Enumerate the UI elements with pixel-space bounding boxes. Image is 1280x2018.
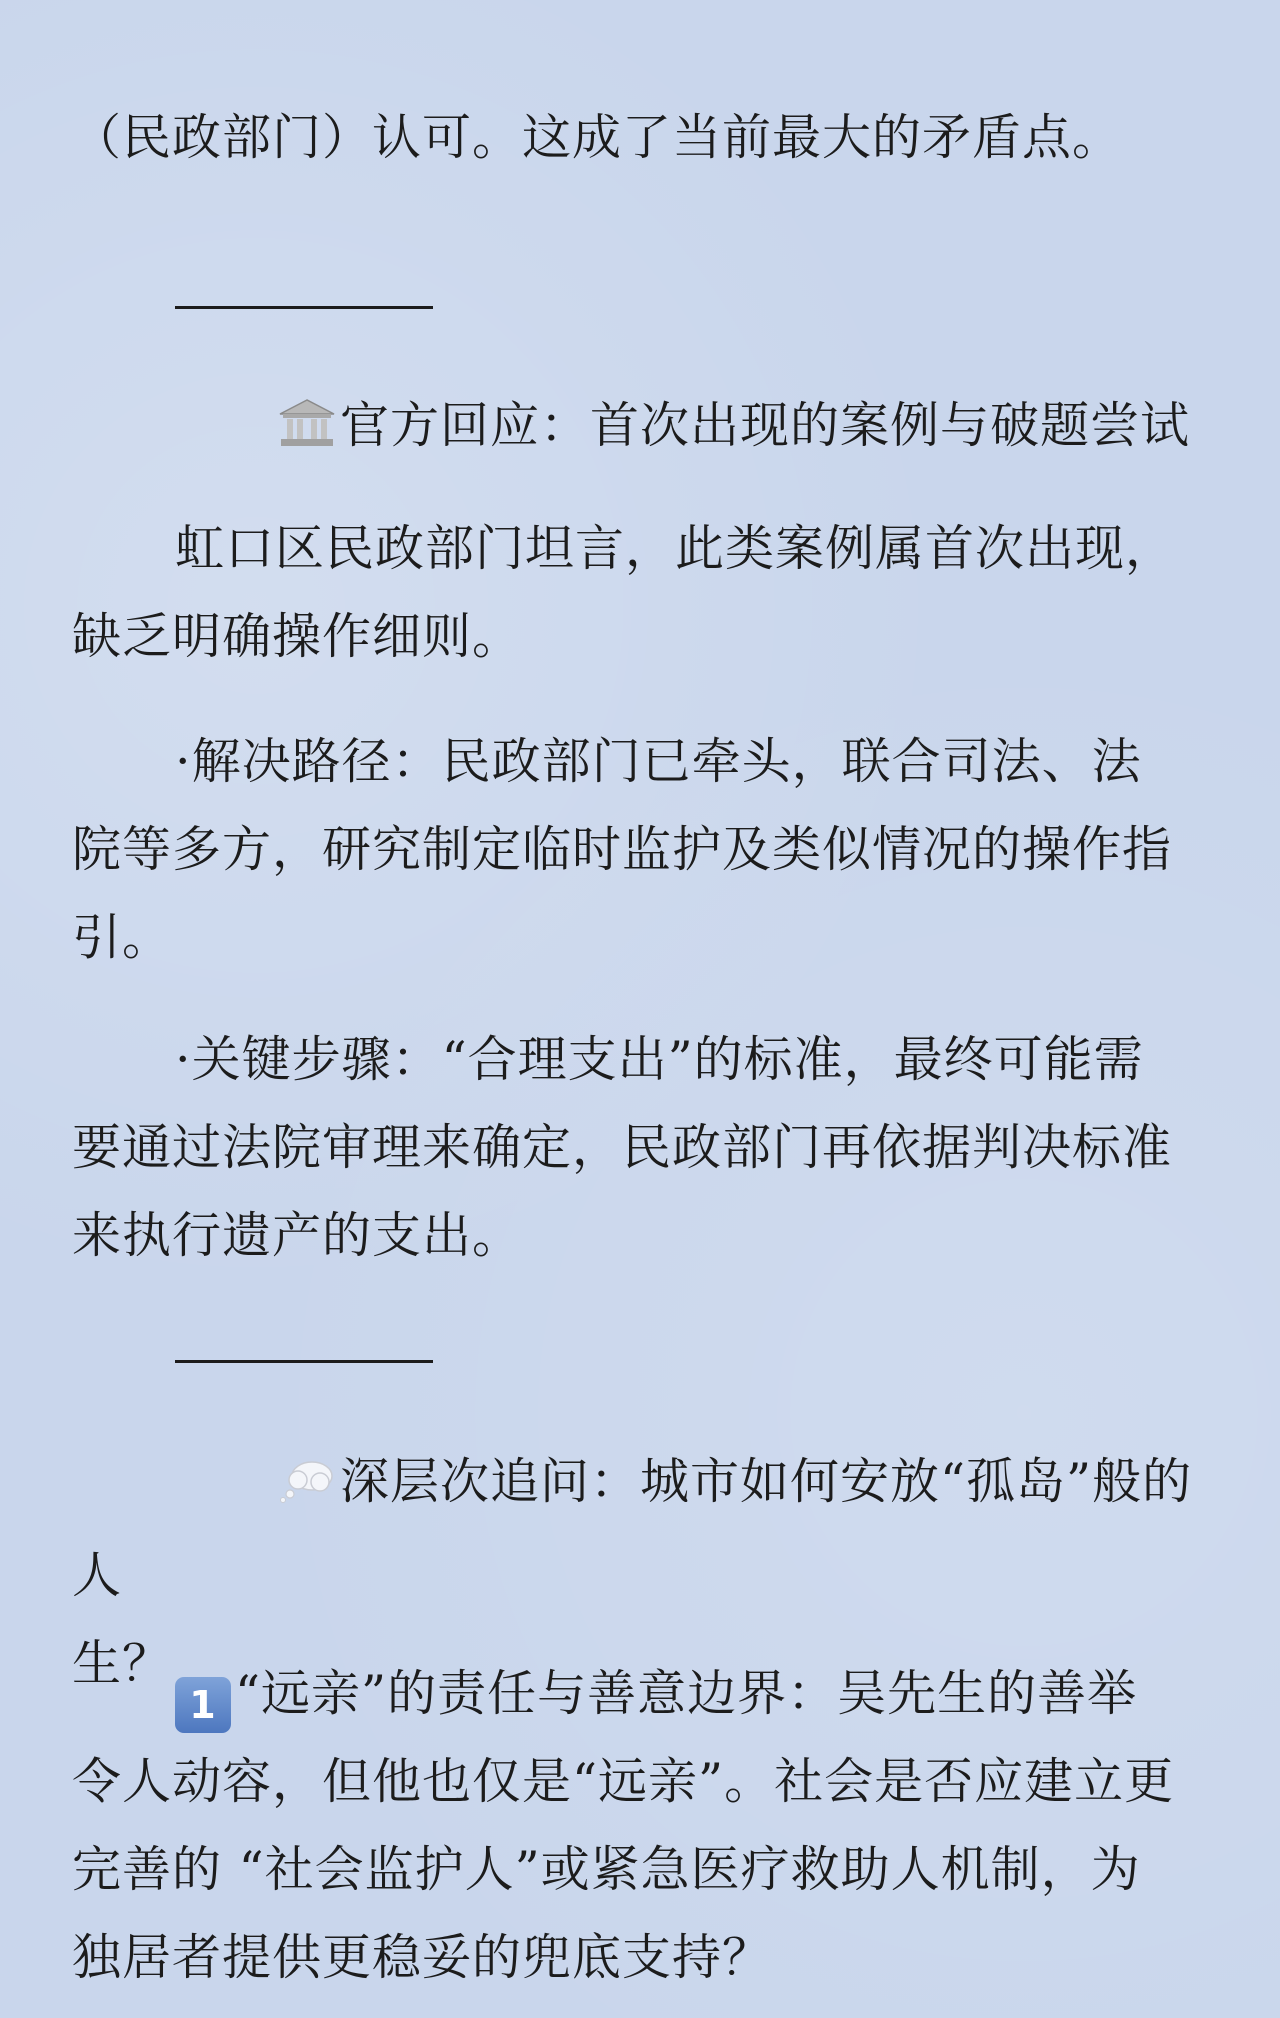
- section-divider: [175, 306, 433, 309]
- text-line: 来执行遗产的支出。: [72, 1207, 523, 1264]
- intro-line: （民政部门）认可。这成了当前最大的矛盾点。: [72, 109, 1123, 166]
- official-heading-text: 官方回应：首次出现的案例与破题尝试: [340, 397, 1191, 454]
- official-heading: [72, 382, 1208, 476]
- official-paragraph-1: [72, 505, 1208, 681]
- thought-bubble-icon: [175, 1444, 336, 1532]
- deep-item-1: [72, 1650, 1208, 2002]
- deep-heading-line: [72, 1438, 1208, 1620]
- text-line: 独居者提供更稳妥的兜底支持？: [72, 1929, 773, 1986]
- classical-building-icon: [175, 388, 336, 476]
- section-divider: [175, 1360, 433, 1363]
- text-line: 要通过法院审理来确定，民政部门再依据判决标准: [72, 1119, 1173, 1176]
- official-paragraph-2: [72, 718, 1208, 982]
- deep-heading-text: 深层次追问：城市如何安放“孤岛”般的人: [72, 1453, 1193, 1604]
- official-paragraph-3: [72, 1016, 1208, 1280]
- text-line: 院等多方，研究制定临时监护及类似情况的操作指: [72, 821, 1173, 878]
- keycap-1-icon: 1: [175, 1677, 231, 1733]
- text-line: 虹口区民政部门坦言，此类案例属首次出现，: [175, 520, 1176, 577]
- text-line: 缺乏明确操作细则。: [72, 608, 523, 665]
- text-line: 令人动容，但他也仅是“远亲”。社会是否应建立更: [72, 1753, 1175, 1810]
- deep-item-text: “远亲”的责任与善意边界：吴先生的善举: [235, 1665, 1138, 1722]
- text-line: 生？: [72, 1635, 173, 1692]
- text-line: ·解决路径：民政部门已牵头，联合司法、法: [175, 733, 1142, 790]
- text-line: 引。: [72, 909, 173, 966]
- text-line: 完善的 “社会监护人”或紧急医疗救助人机制，为: [72, 1841, 1141, 1898]
- deep-item-line: [72, 1650, 1208, 1738]
- text-line: ·关键步骤：“合理支出”的标准，最终可能需: [175, 1031, 1144, 1088]
